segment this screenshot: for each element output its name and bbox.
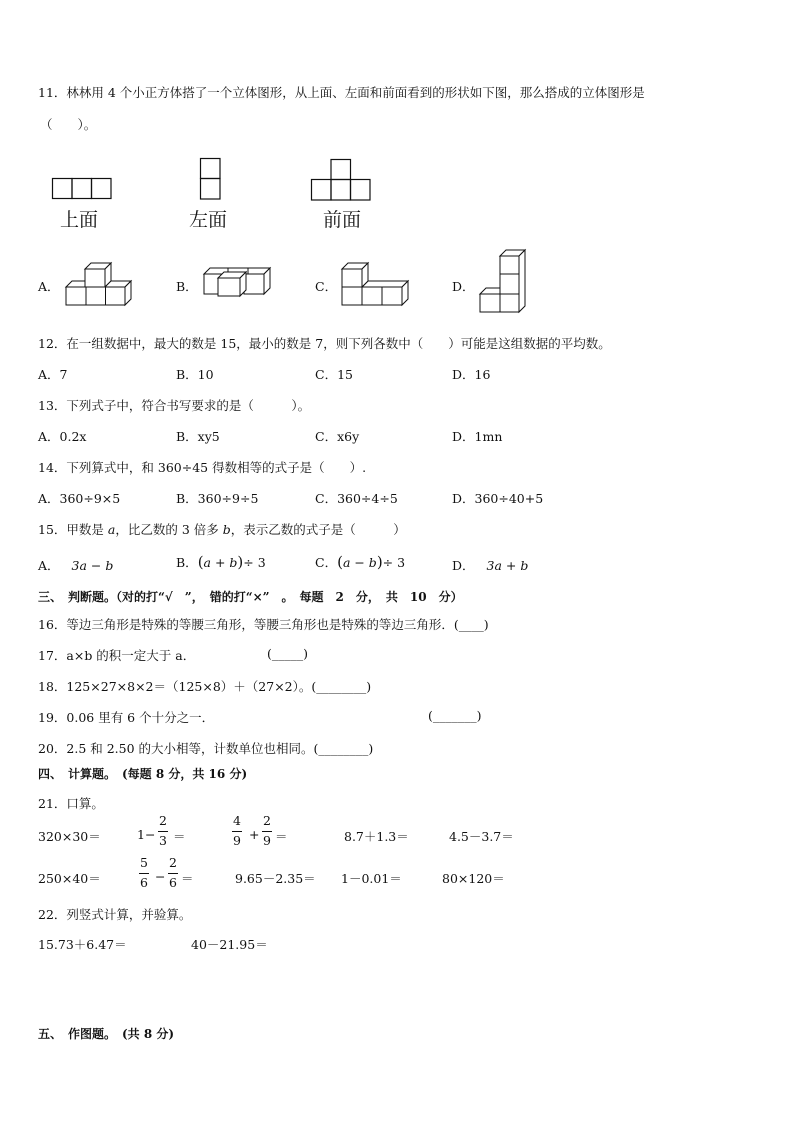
front-view-label: 前面 — [323, 209, 362, 231]
q15-option-d[interactable]: D． 3a + b — [452, 558, 529, 573]
calc-r2-c3[interactable]: 9.65－2.35＝ — [235, 871, 316, 886]
q14-option-c[interactable]: C．360÷4÷5 — [315, 491, 398, 506]
left-view-figure — [200, 158, 221, 200]
q12-option-d[interactable]: D．16 — [452, 367, 491, 382]
calc-r1-c5[interactable]: 4.5－3.7＝ — [449, 829, 514, 844]
q22-label: 22．列竖式计算，并验算。 — [38, 907, 192, 922]
calc-r1-c3-op: + — [249, 827, 260, 842]
q15-stem: 15．甲数是 a，比乙数的 3 倍多 b，表示乙数的式子是（ ） — [38, 522, 406, 537]
calc-r2-c2-equals[interactable]: ＝ — [181, 871, 194, 886]
q11-stem-line1: 11．林林用 4 个小正方体搭了一个立体图形，从上面、左面和前面看到的形状如下图，那么搭成的立体图形是 — [38, 85, 645, 100]
top-view-label: 上面 — [60, 209, 99, 231]
calc-r2-c2-op: − — [155, 869, 166, 884]
q17-answer-blank[interactable]: (_____) — [267, 646, 309, 661]
q15-option-c[interactable]: C．(a − b)÷ 3 — [315, 553, 406, 571]
top-view-figure — [52, 178, 112, 200]
q15-option-a[interactable]: A． 3a − b — [38, 558, 114, 573]
calc-r1-c3-fraction-2: 2 9 — [263, 813, 271, 848]
q11-stem-line2: （ ）。 — [40, 117, 97, 132]
q21-label: 21．口算。 — [38, 796, 104, 811]
calc-r1-c2-pre: 1− — [137, 827, 156, 842]
calc-r1-c1[interactable]: 320×30＝ — [38, 829, 101, 844]
q13-option-d[interactable]: D．1mn — [452, 429, 503, 444]
q14-stem: 14．下列算式中，和 360÷45 得数相等的式子是（ ）. — [38, 460, 367, 475]
calc-r1-c2-equals[interactable]: ＝ — [173, 829, 186, 844]
q14-option-b[interactable]: B．360÷9÷5 — [176, 491, 259, 506]
q12-option-c[interactable]: C．15 — [315, 367, 353, 382]
calc-r2-c5[interactable]: 80×120＝ — [442, 871, 505, 886]
calc-r1-c3-equals[interactable]: ＝ — [275, 829, 288, 844]
calc-r2-c2-fraction-1: 5 6 — [140, 855, 148, 890]
q13-option-c[interactable]: C．x6y — [315, 429, 360, 444]
calc-r2-c1[interactable]: 250×40＝ — [38, 871, 101, 886]
section-5-title: 五、 作图题。 (共 8 分) — [38, 1027, 175, 1041]
option-a-figure — [66, 261, 132, 305]
q13-stem: 13．下列式子中，符合书写要求的是（ ）。 — [38, 398, 311, 413]
option-d-figure — [480, 250, 526, 314]
left-view-label: 左面 — [189, 209, 228, 231]
q19-text: 19．0.06 里有 6 个十分之一． — [38, 710, 215, 725]
q20[interactable]: 20．2.5 和 2.50 的大小相等，计数单位也相同。(________) — [38, 741, 374, 756]
q14-option-a[interactable]: A．360÷9×5 — [38, 491, 121, 506]
section-4-title: 四、 计算题。 (每题 8 分，共 16 分) — [38, 767, 248, 781]
option-c-figure — [342, 263, 408, 305]
option-b-figure — [204, 268, 270, 296]
q11-option-a-label[interactable]: A． — [38, 279, 60, 294]
calc-r2-c4[interactable]: 1－0.01＝ — [341, 871, 402, 886]
q17-text: 17．a×b 的积一定大于 a． — [38, 648, 196, 663]
q22-expr-1[interactable]: 15.73＋6.47＝ — [38, 937, 127, 952]
q12-option-b[interactable]: B．10 — [176, 367, 214, 382]
calc-r1-c4[interactable]: 8.7＋1.3＝ — [344, 829, 409, 844]
q11-option-b-label[interactable]: B． — [176, 279, 198, 294]
front-view-figure — [311, 159, 371, 201]
section-3-title: 三、 判断题。（对的打“√ ”， 错的打“×” 。 每题 2 分， 共 10 分） — [38, 590, 463, 604]
q11-option-d-label[interactable]: D． — [452, 279, 475, 294]
q11-option-c-label[interactable]: C． — [315, 279, 338, 294]
q16[interactable]: 16．等边三角形是特殊的等腰三角形，等腰三角形也是特殊的等边三角形．(____) — [38, 617, 489, 632]
calc-r1-c2-fraction: 2 3 — [159, 813, 167, 848]
q19-answer-blank[interactable]: (_______) — [428, 708, 482, 723]
calc-r2-c2-fraction-2: 2 6 — [169, 855, 177, 890]
q14-option-d[interactable]: D．360÷40+5 — [452, 491, 544, 506]
q13-option-b[interactable]: B．xy5 — [176, 429, 220, 444]
calc-r1-c3-fraction-1: 4 9 — [233, 813, 241, 848]
q12-stem: 12．在一组数据中，最大的数是 15，最小的数是 7，则下列各数中（ ）可能是这组数据的平均数。 — [38, 336, 611, 351]
q13-option-a[interactable]: A．0.2x — [38, 429, 87, 444]
q12-option-a[interactable]: A．7 — [38, 367, 68, 382]
q22-expr-2[interactable]: 40－21.95＝ — [191, 937, 268, 952]
q18[interactable]: 18．125×27×8×2＝（125×8）＋（27×2）。(________) — [38, 679, 372, 694]
q15-option-b[interactable]: B．(a + b)÷ 3 — [176, 553, 266, 571]
